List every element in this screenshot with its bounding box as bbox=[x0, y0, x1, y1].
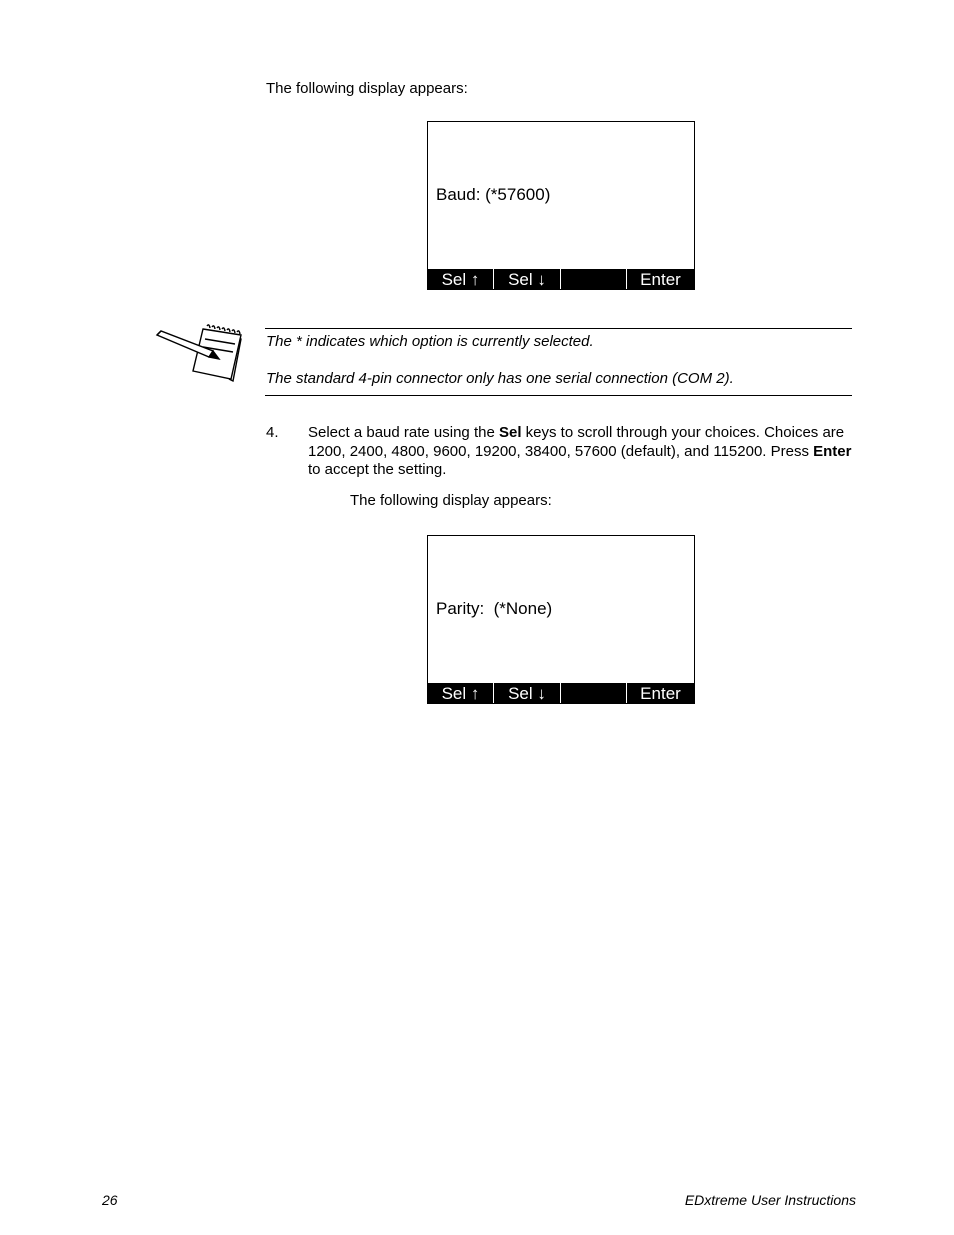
page-number: 26 bbox=[102, 1192, 118, 1208]
note-bottom-rule bbox=[265, 395, 852, 396]
lcd-display-parity bbox=[427, 535, 695, 704]
step-text bbox=[308, 424, 858, 480]
step-text-part: to accept the setting. bbox=[308, 461, 447, 478]
enter-keyword: Enter bbox=[813, 442, 852, 460]
notepad-pencil-icon bbox=[155, 323, 247, 383]
document-title: EDxtreme User Instructions bbox=[684, 1192, 856, 1208]
softkey-enter: Enter bbox=[640, 684, 681, 703]
softkey-bar bbox=[428, 683, 694, 703]
step-text-part: keys to scroll through your choices. Choices are 1200, 2400, 4800, 9600, 19200, 38400, 57600 (default), and 115200. Press bbox=[308, 424, 845, 460]
softkey-enter: Enter bbox=[640, 270, 681, 289]
softkey-sel-up: Sel ↑ bbox=[428, 683, 494, 703]
softkey-sel-down: Sel ↓ bbox=[494, 683, 561, 703]
note-line-2: The standard 4-pin connector only has one serial connection (COM 2). bbox=[266, 370, 734, 387]
softkey-blank bbox=[561, 683, 627, 703]
display-line: Baud: (*57600) bbox=[436, 185, 551, 204]
step-text-part: Select a baud rate using the bbox=[308, 424, 499, 441]
sel-keyword: Sel bbox=[498, 424, 522, 441]
step-number: 4. bbox=[266, 424, 279, 441]
softkey-sel-down: Sel ↓ bbox=[494, 269, 561, 289]
intro-text: The following display appears: bbox=[266, 80, 468, 97]
display-line: Parity: (*None) bbox=[436, 599, 553, 618]
softkey-bar bbox=[428, 269, 694, 289]
softkey-sel-up: Sel ↑ bbox=[428, 269, 494, 289]
lcd-display-baud bbox=[427, 121, 695, 290]
note-top-rule bbox=[265, 328, 852, 329]
note-line-1: The * indicates which option is currently selected. bbox=[266, 333, 594, 350]
step-followup-text: The following display appears: bbox=[350, 492, 552, 509]
softkey-blank bbox=[561, 269, 627, 289]
